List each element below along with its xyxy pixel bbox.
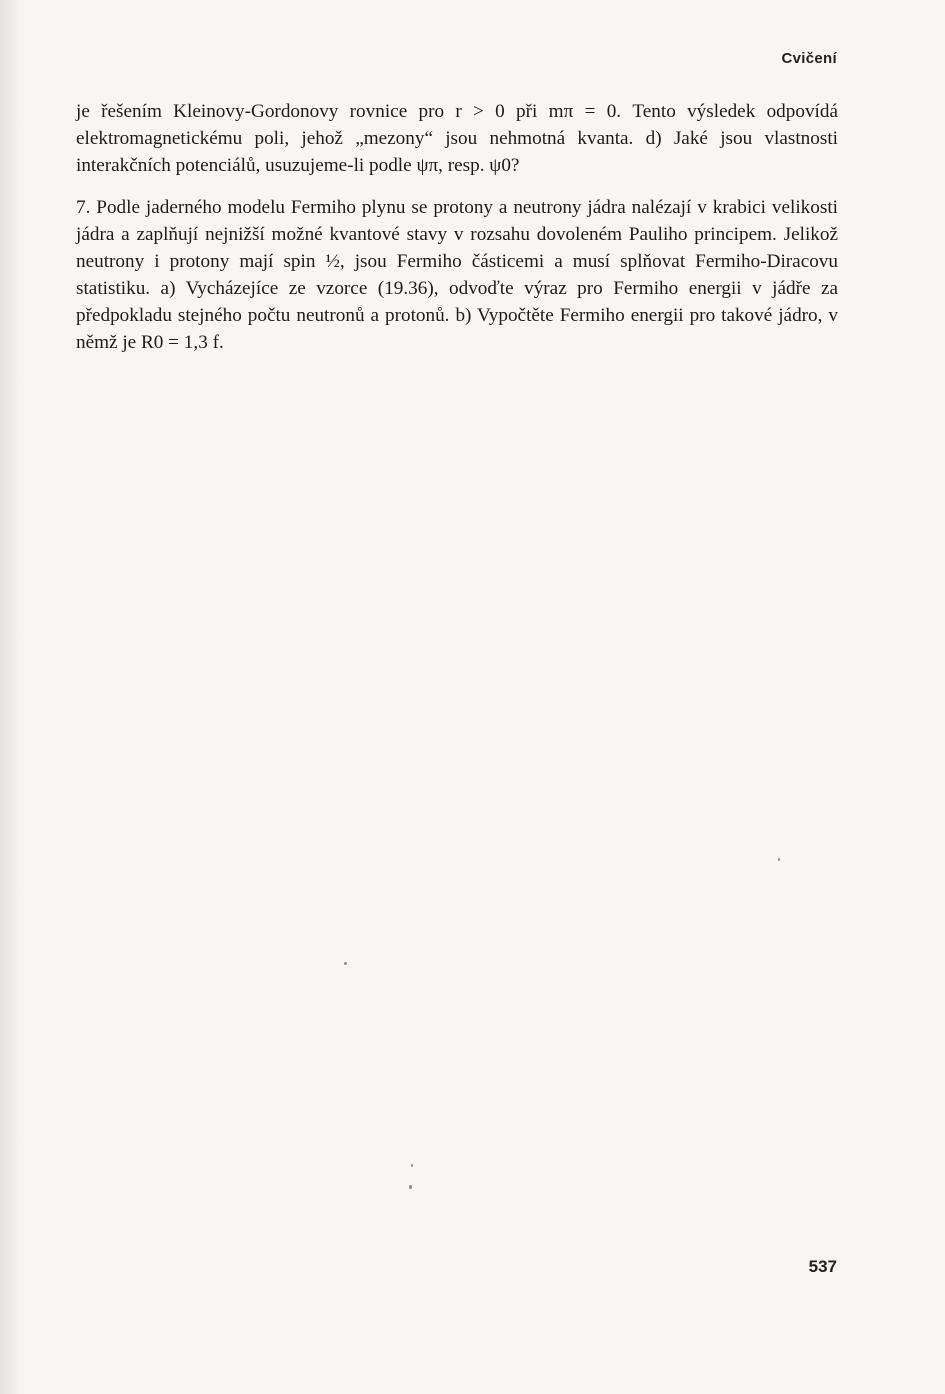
exercise-7: 7. Podle jaderného modelu Fermiho plynu se protony a neutrony jádra nalézají v krabici velikosti jádra a zaplňují nejnižší možné kvantové stavy v rozsahu dovoleném Pauliho principem. Jelikož neutrony i protony mají spin ½, jsou Fermiho částicemi a musí splňovat Fermiho-Diracovu statistiku. a) Vycházejíce ze vzorce (19.36), odvoďte výraz pro Fermiho energii v jádře za předpokladu stejného počtu neutronů a protonů. b) Vypočtěte Fermiho energii pro takové jádro, v němž je R0 = 1,3 f.	[76, 197, 838, 353]
paper-speck	[411, 1164, 413, 1167]
paper-speck	[409, 1185, 412, 1189]
paper-speck	[344, 962, 347, 965]
page-number: 537	[808, 1257, 837, 1276]
paragraph-continuation: je řešením Kleinovy-Gordonovy rovnice pro r > 0 při mπ = 0. Tento výsledek odpovídá elektromagnetickému poli, jehož „mezony“ jsou nehmotná kvanta. d) Jaké jsou vlastnosti interakčních potenciálů, usuzujeme-li podle ψπ, resp. ψ0?	[76, 101, 838, 176]
page-spine-shadow	[0, 0, 22, 1394]
running-header: Cvičení	[781, 50, 837, 67]
paper-speck	[778, 858, 780, 861]
body-text	[76, 98, 838, 356]
